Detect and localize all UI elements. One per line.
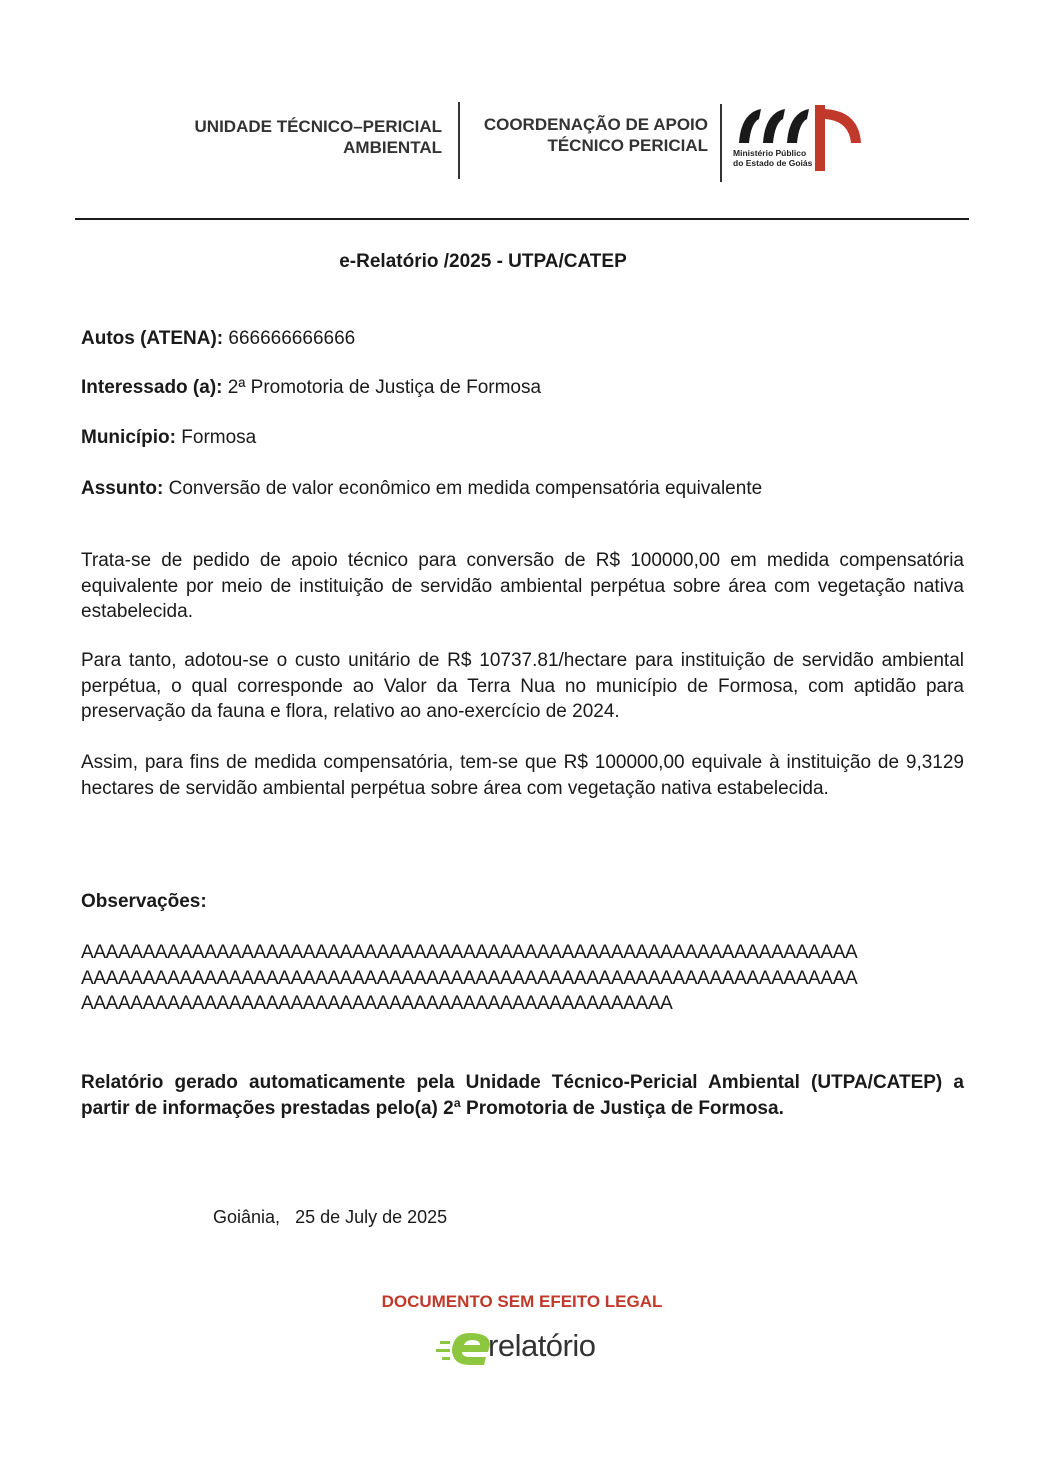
logo-caption-line2: do Estado de Goiás	[733, 158, 813, 168]
field-assunto	[81, 477, 762, 501]
header-rule	[75, 218, 969, 220]
coordination-name-line2: TÉCNICO PERICIAL	[547, 136, 708, 155]
field-value: Formosa	[181, 427, 257, 448]
logo-caption-line1: Ministério Público	[733, 148, 807, 158]
paragraph-2: Para tanto, adotou-se o custo unitário de R$ 10737.81/hectare para instituição de servidão ambiental perpétua, o qual corresponde ao Valor da Terra Nua no município de Formosa, com aptidão para preservação da fauna e flora, relativo ao ano-exercício de 2024.	[81, 650, 964, 722]
field-interessado	[81, 376, 541, 400]
date: 25 de July de 2025	[295, 1207, 448, 1227]
field-value: 666666666666	[228, 328, 356, 349]
paragraph-3: Assim, para fins de medida compensatória, tem-se que R$ 100000,00 equivale à instituição de 9,3129 hectares de servidão ambiental perpétua sobre área com vegetação nativa estabelecida.	[81, 752, 964, 799]
observations-line: AAAAAAAAAAAAAAAAAAAAAAAAAAAAAAAAAAAAAAAAAAAAAAAAAAAAAAAAAAAAAAA	[81, 942, 858, 963]
observations-line: AAAAAAAAAAAAAAAAAAAAAAAAAAAAAAAAAAAAAAAAAAAAAAAAAAAAAAAAAAAAAAA	[81, 967, 858, 989]
field-label: Interessado (a):	[81, 377, 223, 398]
field-municipio	[81, 426, 256, 450]
logo-caption	[733, 148, 823, 168]
coordination-name-line1: COORDENAÇÃO DE APOIO	[483, 115, 708, 134]
generated-notice: Relatório gerado automaticamente pela Unidade Técnico-Pericial Ambiental (UTPA/CATEP) a partir de informações prestadas pelo(a) 2ª Promotoria de Justiça de Formosa.	[81, 1072, 964, 1119]
field-autos	[81, 327, 355, 351]
field-label: Município:	[81, 427, 176, 448]
place-date	[213, 1207, 447, 1228]
field-value: 2ª Promotoria de Justiça de Formosa	[227, 377, 542, 398]
field-value: Conversão de valor econômico em medida compensatória equivalente	[168, 478, 763, 499]
header-divider-left	[458, 102, 460, 179]
unit-name-line2: AMBIENTAL	[343, 138, 442, 157]
observations-line: AAAAAAAAAAAAAAAAAAAAAAAAAAAAAAAAAAAAAAAAAAAAAAAA	[81, 993, 673, 1014]
unit-name-line1: UNIDADE TÉCNICO–PERICIAL	[194, 117, 442, 136]
paragraph-1: Trata-se de pedido de apoio técnico para conversão de R$ 100000,00 em medida compensatória equivalente por meio de instituição de servidão ambiental perpétua sobre área com vegetação nativa estabelecida.	[81, 550, 964, 622]
header-divider-right	[720, 104, 722, 182]
brand-name: relatório	[488, 1328, 596, 1363]
field-label: Autos (ATENA):	[81, 328, 224, 349]
observations-text	[81, 940, 964, 1017]
observations-title: Observações:	[81, 891, 207, 912]
unit-name	[150, 116, 442, 158]
field-label: Assunto:	[81, 478, 164, 499]
coordination-name	[466, 114, 708, 156]
place: Goiânia,	[213, 1207, 281, 1227]
legal-warning: DOCUMENTO SEM EFEITO LEGAL	[381, 1292, 663, 1311]
document-title: e-Relatório /2025 - UTPA/CATEP	[339, 251, 627, 272]
